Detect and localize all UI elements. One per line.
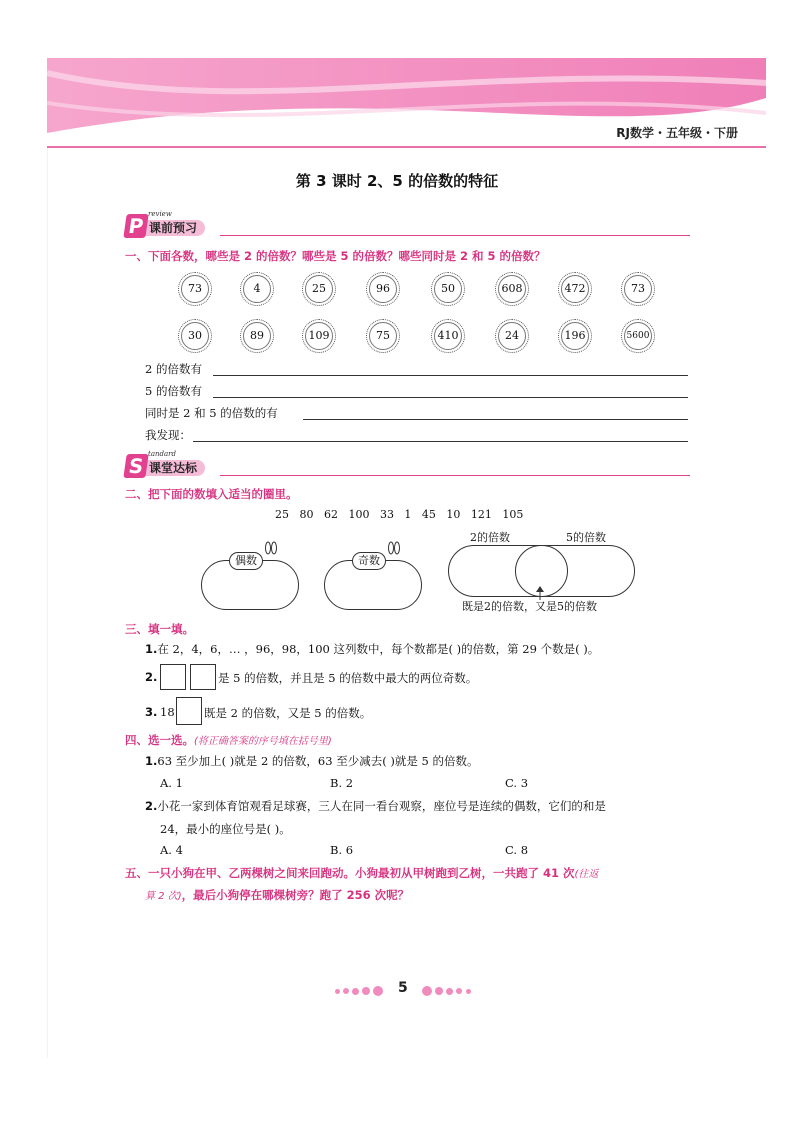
- number-badge-value: 96: [369, 275, 397, 303]
- q1-line-label-2: 5 的倍数有: [145, 384, 202, 398]
- q1-answer-line-2[interactable]: [213, 397, 688, 398]
- q4-item-text: 小花一家到体育馆观看足球赛，三人在同一看台观察，座位号是连续的偶数，它们的和是: [157, 799, 606, 813]
- number-badge-value: 73: [624, 275, 652, 303]
- section-divider: [220, 235, 690, 236]
- q3-item-text: 在 2，4，6，… ，96，98，100 这列数中，每个数都是( )的倍数，第 29 个数是( )。: [157, 642, 600, 656]
- number-badge: [431, 272, 465, 306]
- bunny-ears-icon: [262, 540, 280, 558]
- number-badge: [302, 319, 336, 353]
- digit-box-3[interactable]: [176, 697, 202, 725]
- number-badge: [240, 272, 274, 306]
- venn-right-label: 5的倍数: [566, 531, 606, 544]
- q4-item-2: [145, 798, 606, 814]
- q4-item-text: 63 至少加上( )就是 2 的倍数，63 至少减去( )就是 5 的倍数。: [157, 754, 479, 768]
- number-badge-value: 50: [434, 275, 462, 303]
- number-badge: [621, 272, 655, 306]
- section-standard-label: 课堂达标: [143, 460, 205, 476]
- q2-number-list: 25 80 62 100 33 1 45 10 121 105: [275, 508, 524, 521]
- footer-dot: [343, 988, 349, 994]
- venn-intersection-label: 既是2的倍数，又是5的倍数: [462, 600, 597, 613]
- q1-answer-line-4[interactable]: [193, 441, 688, 442]
- footer-dot: [422, 986, 432, 996]
- number-badge-value: 73: [181, 275, 209, 303]
- q4-option-b[interactable]: B. 6: [330, 843, 354, 857]
- venn-right-oval[interactable]: [515, 545, 635, 597]
- section-preview-label: 课前预习: [143, 220, 205, 236]
- number-badge-value: 472: [561, 275, 589, 303]
- q2-title: 二、把下面的数填入适当的圈里。: [125, 487, 298, 501]
- number-badge: [178, 272, 212, 306]
- section-standard-letter: S: [123, 454, 148, 478]
- q3-title: 三、填一填。: [125, 622, 194, 636]
- number-badge: [178, 319, 212, 353]
- q4-option-c[interactable]: C. 8: [505, 843, 529, 857]
- q5-line-2: [145, 887, 409, 903]
- q5-text-end: ，最后小狗停在哪棵树旁？跑了 256 次呢？: [181, 888, 410, 902]
- even-tag: 偶数: [229, 552, 263, 570]
- section-preview-small: review: [148, 210, 172, 218]
- q4-item-number: 1.: [145, 754, 158, 768]
- footer-dot: [446, 988, 453, 995]
- digit-box-1[interactable]: [160, 664, 186, 690]
- q5-hint-end: 算 2 次): [145, 891, 182, 902]
- q1-title: 一、下面各数，哪些是 2 的倍数？哪些是 5 的倍数？哪些同时是 2 和 5 的倍数？: [125, 249, 546, 263]
- section-preview-letter: P: [123, 214, 148, 238]
- q1-answer-line-1[interactable]: [213, 375, 688, 376]
- bunny-ears-icon: [385, 540, 403, 558]
- footer-dot: [335, 989, 340, 994]
- number-badge: [558, 272, 592, 306]
- footer-dot: [373, 986, 383, 996]
- number-badge: [366, 272, 400, 306]
- number-badge: [495, 272, 529, 306]
- q4-item-1: [145, 753, 478, 769]
- q1-line-label-1: 2 的倍数有: [145, 362, 202, 376]
- number-badge-value: 410: [434, 322, 462, 350]
- q4-option-a[interactable]: A. 1: [160, 776, 183, 790]
- q3-item-number: 1.: [145, 642, 158, 656]
- number-badge: [495, 319, 529, 353]
- q5-text: 五、一只小狗在甲、乙两棵树之间来回跑动。小狗最初从甲树跑到乙树，一共跑了 41 次: [125, 866, 575, 880]
- book-label: RJ数学・五年级・下册: [616, 126, 738, 140]
- number-badge-value: 89: [243, 322, 271, 350]
- number-badge-value: 75: [369, 322, 397, 350]
- q3-item-prefix: 18: [160, 705, 175, 719]
- section-standard-small: tandard: [148, 450, 176, 458]
- q1-line-label-3: 同时是 2 和 5 的倍数的有: [145, 406, 278, 420]
- q3-item-text: 既是 2 的倍数，又是 5 的倍数。: [204, 706, 372, 720]
- q4-option-b[interactable]: B. 2: [330, 776, 354, 790]
- digit-box-2[interactable]: [190, 664, 216, 690]
- q4-option-c[interactable]: C. 3: [505, 776, 529, 790]
- q4-title-text: 四、选一选。: [125, 733, 194, 747]
- section-divider: [220, 475, 690, 476]
- number-badge-value: 24: [498, 322, 526, 350]
- number-badge: [431, 319, 465, 353]
- q3-item-text: 是 5 的倍数，并且是 5 的倍数中最大的两位奇数。: [218, 671, 478, 685]
- number-badge: [558, 319, 592, 353]
- number-badge: [621, 319, 655, 353]
- q4-option-a[interactable]: A. 4: [160, 843, 183, 857]
- q3-item-number: 3.: [145, 705, 158, 719]
- q3-item-number: 2.: [145, 670, 158, 684]
- header-band: [47, 58, 766, 148]
- q5-hint: (往返: [574, 869, 599, 880]
- footer-dot: [352, 988, 359, 995]
- q4-item-text-continued: 24，最小的座位号是( )。: [160, 822, 291, 836]
- number-badge-value: 5600: [624, 322, 652, 350]
- number-badge: [240, 319, 274, 353]
- worksheet-page: [47, 58, 767, 1058]
- number-badge-value: 4: [243, 275, 271, 303]
- q5-line-1: [125, 865, 598, 881]
- q1-line-label-4: 我发现：: [145, 428, 191, 442]
- q4-item-number: 2.: [145, 799, 158, 813]
- lesson-title: 第 3 课时 2、5 的倍数的特征: [295, 172, 499, 190]
- footer-dot: [435, 987, 443, 995]
- footer-dot: [362, 987, 370, 995]
- number-badge-value: 30: [181, 322, 209, 350]
- number-badge-value: 608: [498, 275, 526, 303]
- number-badge: [302, 272, 336, 306]
- q3-item-1: [145, 641, 599, 657]
- footer-dot: [466, 989, 471, 994]
- number-badge-value: 196: [561, 322, 589, 350]
- footer-dot: [456, 988, 462, 994]
- section-standard-banner: [125, 450, 690, 480]
- q4-hint: (将正确答案的序号填在括号里): [194, 736, 332, 747]
- section-preview-banner: [125, 210, 690, 240]
- venn-left-label: 2的倍数: [470, 531, 510, 544]
- q4-title: [125, 732, 332, 748]
- number-badge-value: 109: [305, 322, 333, 350]
- q1-answer-line-3[interactable]: [303, 419, 688, 420]
- page-number: 5: [398, 980, 408, 996]
- number-badge: [366, 319, 400, 353]
- odd-tag: 奇数: [352, 552, 386, 570]
- number-badge-value: 25: [305, 275, 333, 303]
